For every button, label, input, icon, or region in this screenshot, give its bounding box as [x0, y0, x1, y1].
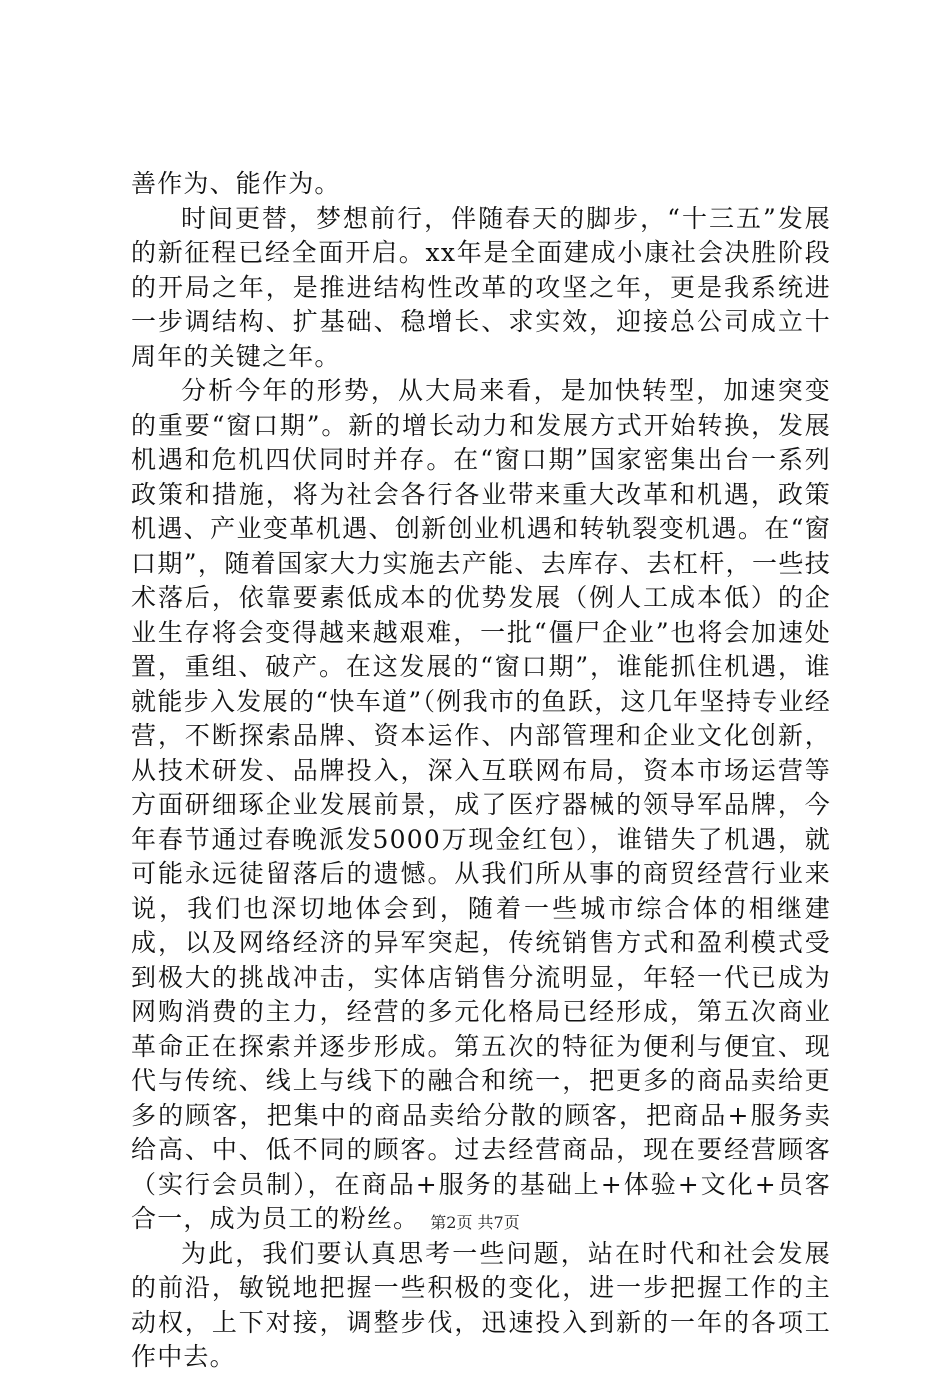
- document-body: [131, 167, 831, 1375]
- paragraph: 分析今年的形势，从大局来看，是加快转型，加速突变的重要“窗口期”。新的增长动力和发展方式开始转换，发展机遇和危机四伏同时并存。在“窗口期”国家密集出台一系列政策和措施，将为社会各行各业带来重大改革和机遇，政策机遇、产业变革机遇、创新创业机遇和转轨裂变机遇。在“窗口期”，随着国家大力实施去产能、去库存、去杠杆，一些技术落后，依靠要素低成本的优势发展（例人工成本低）的企业生存将会变得越来越艰难，一批“僵尸企业”也将会加速处置，重组、破产。在这发展的“窗口期”，谁能抓住机遇，谁就能步入发展的“快车道”（例我市的鱼跃，这几年坚持专业经营，不断探索品牌、资本运作、内部管理和企业文化创新，从技术研发、品牌投入，深入互联网布局，资本市场运营等方面研细琢企业发展前景，成了医疗器械的领导军品牌，今年春节通过春晚派发5000万现金红包），谁错失了机遇，就可能永远徒留落后的遗憾。从我们所从事的商贸经营行业来说，我们也深切地体会到，随着一些城市综合体的相继建成，以及网络经济的异军突起，传统销售方式和盈利模式受到极大的挑战冲击，实体店销售分流明显，年轻一代已成为网购消费的主力，经营的多元化格局已经形成，第五次商业革命正在探索并逐步形成。第五次的特征为便利与便宜、现代与传统、线上与线下的融合和统一，把更多的商品卖给更多的顾客，把集中的商品卖给分散的顾客，把商品+服务卖给高、中、低不同的顾客。过去经营商品，现在要经营顾客（实行会员制），在商品+服务的基础上+体验+文化+员客合一，成为员工的粉丝。: [131, 376, 831, 1233]
- page-number-label: 第2页 共7页: [430, 1213, 520, 1232]
- page-footer: [0, 1213, 950, 1233]
- paragraph: 为此，我们要认真思考一些问题，站在时代和社会发展的前沿，敏锐地把握一些积极的变化，进一步把握工作的主动权，上下对接，调整步伐，迅速投入到新的一年的各项工作中去。: [131, 1238, 831, 1371]
- paragraph-continuation: 善作为、能作为。: [131, 169, 341, 198]
- paragraph: 时间更替，梦想前行，伴随春天的脚步，“十三五”发展的新征程已经全面开启。xx年是全面建成小康社会决胜阶段的开局之年，是推进结构性改革的攻坚之年，更是我系统进一步调结构、扩基础、稳增长、求实效，迎接总公司成立十周年的关键之年。: [131, 203, 831, 371]
